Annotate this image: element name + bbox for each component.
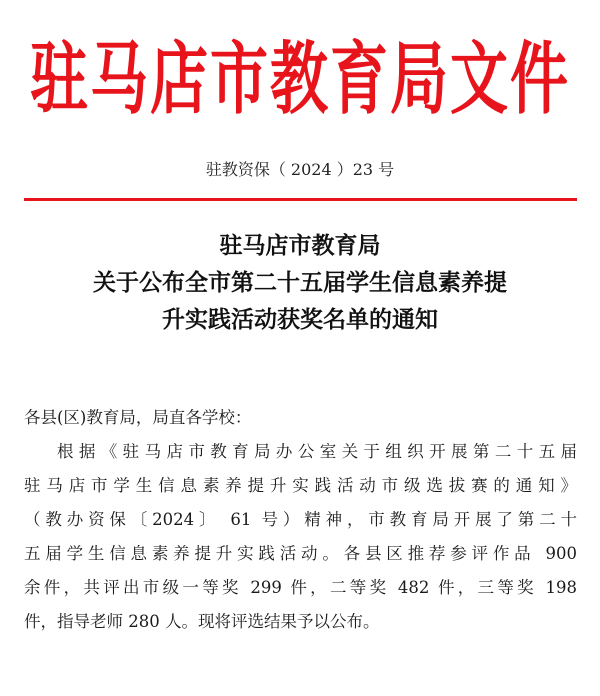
body-line: 余件，共评出市级一等奖 299 件，二等奖 482 件，三等奖 198 (24, 578, 577, 597)
body-line: 件，指导老师 280 人。现将评选结果予以公布。 (24, 612, 380, 631)
document-number: 驻教资保（ 2024 ）23 号 (205, 160, 395, 179)
document-masthead: 驻马店市教育局文件 (29, 32, 570, 125)
title-line: 驻马店市教育局 (219, 233, 381, 259)
red-divider-line (24, 198, 577, 201)
notice-body (24, 401, 577, 639)
body-line: 驻马店市学生信息素养提升实践活动市级选拔赛的通知》 (24, 476, 577, 495)
body-line: （教办资保〔2024〕 61 号）精神，市教育局开展了第二十 (24, 510, 577, 529)
salutation: 各县(区)教育局，局直各学校： (24, 408, 252, 427)
title-line: 关于公布全市第二十五届学生信息素养提 (93, 270, 507, 296)
title-line: 升实践活动获奖名单的通知 (162, 307, 438, 333)
notice-title (0, 228, 600, 339)
body-line: 根据《驻马店市教育局办公室关于组织开展第二十五届 (57, 442, 577, 461)
body-line: 五届学生信息素养提升实践活动。各县区推荐参评作品 900 (24, 544, 577, 563)
